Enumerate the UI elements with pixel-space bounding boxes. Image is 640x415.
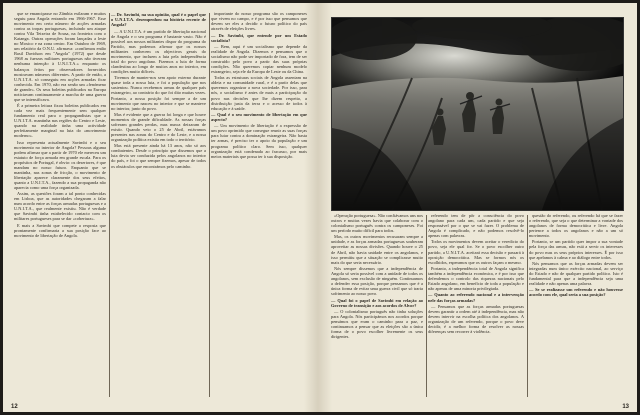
article-paragraph: Mas está presente ainda há 13 anos, não só aos combatentes. Desde o princípio que dissemos que a luta devia ser conduzida pelos angolanos no interior do país, e foi o que sempre fizemos, apesar de todos os obstáculos que encontrámos pelo caminho. — [111, 143, 206, 169]
article-paragraph: Todos os movimentos devem aceitar o veredicto do povo, seja ele qual for. Se o povo escolher outro partido, a U.N.I.T.A. aceitará essa decisão e passará à oposição democrática. Mas se formos nós os escolhidos, esperamos que os outros façam o mesmo. — [428, 239, 524, 265]
interview-question: — Qual é o seu movimento de libertação em que aspecto? — [211, 112, 307, 123]
interview-question: — Se se realizasse um referendo e não houvesse acordo com ele, qual seria a sua posição? — [529, 287, 623, 298]
article-paragraph: — Um movimento de libertação é a expressão de um povo oprimido que consegue reunir as suas forças para lutar contra a dominação estrangeira. Não basta ter armas, é preciso ter o apoio da população e um programa político claro. Sem isso, qualquer organização está condenada ao fracasso, por mais meios materiais que possa ter à sua disposição. — [211, 123, 307, 159]
page-number-left: 12 — [11, 404, 18, 410]
article-paragraph: Tivemos de manter-nos sem apoio externo durante quase toda a nossa luta, e foi a população que nos sustentou. Nunca recebemos armas de qualquer país estrangeiro, ao contrário do que foi dito muitas vezes. Portanto, a nossa posição foi sempre a de um movimento que nasceu no interior e que se manteve no interior, junto do povo. — [111, 75, 206, 111]
right-page-column-1 — [331, 213, 423, 399]
guerrilla-photo — [331, 17, 624, 211]
article-paragraph: — Bem, aqui é um socialismo que depende da realidade de Angola. Dizemos e pensamos que o socialismo não pode ser importado de fora, tem de ser construído pelo povo a partir das suas próprias condições. Não queremos copiar nenhum modelo estrangeiro, seja ele da Europa de Leste ou da China. — [211, 43, 307, 75]
article-paragraph: Nós sempre dissemos que a independência de Angola só seria possível com a unidade de todos os angolanos, sem exclusão de ninguém. Continuamos a defender essa posição, porque pensamos que é a única forma de evitar uma guerra civil que só traria sofrimento ao nosso povo. — [331, 265, 423, 297]
column-divider — [527, 215, 528, 397]
article-paragraph: Nós pensamos que as forças armadas devem ser integradas num único exército nacional, ao serviço do Estado e não de qualquer partido político. Isto é fundamental para que a independência seja uma realidade e não apenas uma palavra. — [529, 260, 623, 286]
left-page — [3, 3, 318, 412]
left-page-column-2 — [111, 11, 206, 399]
article-paragraph: Portanto, a independência total de Angola significa também a independência económica, e é por isso que defendemos o controlo das riquezas nacionais pelo Estado angolano, em benefício de toda a população e não apenas de uma minoria privilegiada. — [428, 265, 524, 292]
article-paragraph: É a primeira leitura fixou boletins publicados em cada vez mais frequentemente sem qualquer fundamento real para o propagandistas que a U.N.I.T.A. mantinha nas regiões do Centro e Leste, quando na realidade tinha uma actividade perfeitamente marginal na luta do «movimento moderno». — [14, 103, 106, 139]
left-page-column-1 — [14, 11, 106, 399]
article-paragraph: importante do nosso programa são os camponeses que vivem no campo, e é por isso que pensamos que devem ser eles a decidir o futuro político do país através de eleições livres. — [211, 11, 307, 32]
interview-question: — Qual foi o papel de Savimbi em relação ao Governo de transição e aos acordos de Alvor? — [331, 297, 423, 308]
column-divider — [109, 13, 110, 397]
article-paragraph: referendo tem de pôr a consciência do povo angolano para cada um, cada partido e que seja responsável por o que se vai fazer. O problema de Angola é complicado, e não podemos resolvê-lo apenas com palavras. — [428, 213, 524, 239]
magazine-spread — [3, 3, 637, 412]
article-paragraph: Portanto, se um partido quer impor a sua vontade pela força das armas, não está a servir os interesses do povo mas os seus próprios interesses. É por isso que apelamos à calma e ao diálogo entre todos. — [529, 239, 623, 260]
article-paragraph: «Operação portuguesa». Não confiávamos uns nos outros e muitas vezes havia que colaborar com o colonialismo português contra os camponeses. Foi um período muito difícil para todos. — [331, 213, 423, 234]
photo-image — [332, 18, 623, 210]
article-paragraph: Mas é evidente que a guerra foi longa e que houve momentos de grande dificuldade. As nossas forças sofreram grandes perdas, mas nunca deixaram de existir. Quando veio o 25 de Abril, estávamos presentes nas zonas do Centro e do Leste, e a nossa organização política existia em todo o território. — [111, 111, 206, 143]
article-paragraph: Isso representa actualmente Savimbi e o seu movimento no interior de Angola? Pessoas alguma podem afirmar que a partir de 1970 ele mereceu um estatuto de força armada em grande escala. Para os propósitos de Portugal, é obvio: os desertores, é que mandam no nosso futuro. Enquanto que se mantinha, nas zonas de fricção, o movimento de libertação aparece claramente dos seus efeitos, quanto a U.N.I.T.A., fazendo a sua propaganda não aparecia como uma força organizada. — [14, 139, 106, 190]
article-paragraph: — Pensamos que as forças armadas portuguesas devem garantir a ordem até à independência, mas não devem intervir na escolha política dos angolanos. A organização de um referendo, porque o povo deve decidir, é a melhor forma de resolver as nossas diferenças sem recorrer à violência. — [428, 303, 524, 334]
right-page-column-3 — [529, 213, 623, 399]
article-paragraph: Mas, os outros movimentos recusaram sempre a unidade, e as forças armadas portuguesas souberam aproveitar as nossas divisões. Quando houve o 25 de Abril, não havia unidade entre os angolanos, e isso permitiu que a situação se complicasse muito mais do que seria necessário. — [331, 234, 423, 265]
left-page-column-3 — [211, 11, 307, 399]
article-paragraph: E mais a Savimbi que compete a resposta que prontamente confirmaria a sua posição face ao movimento de libertação de Angola. — [14, 222, 106, 238]
article-paragraph: Todas as estruturas sociais de Angola assentam na aldeia e na comunidade rural, e é a partir delas que queremos organizar a nova sociedade. Por isso, para nós, o socialismo é antes de mais a participação do povo nas decisões que lhe dizem respeito, a distribuição justa da terra e o acesso de todos à educação e à saúde. — [211, 75, 307, 111]
interview-question: — Quanto ao referendo nacional e a intervenção nele das forças armadas? — [428, 292, 524, 303]
column-divider — [426, 215, 427, 397]
right-page — [318, 3, 637, 412]
interview-question: — Dr. Savimbi, que entende por um Estado socialista? — [211, 32, 307, 43]
article-paragraph: — A U.N.I.T.A. é um partido de libertação nacional de Angola e o seu programa é bastante vasto. Não é possível aos nossos militantes dispor do programa do Partido, mas podemos afirmar que os nossos militantes conhecem os objectivos gerais do movimento, que incluem a luta pela independência total do povo angolano. Fizemos a luta de forma clandestina ao longo de muitos anos no interior, em condições muito difíceis. — [111, 28, 206, 75]
column-divider — [209, 13, 210, 397]
interview-question: — Dr. Savimbi, na sua opinião, qual é o papel que o U.N.I.T.A. desempenhou na história recente de Angola? — [111, 12, 206, 28]
article-paragraph: — O colonialismo português não tinha soluções para Angola. Nós participámos nos acordos porque pensámos que eram o caminho para a paz, e continuamos a pensar que as eleições são a única forma de o povo escolher livremente os seus dirigentes. — [331, 308, 423, 340]
page-number-right: 13 — [622, 404, 629, 410]
article-paragraph: Assim, as questões foram a tal ponto conhecidas em Lisboa, que as autoridades chegaram a falar num acordo entre as forças armadas portuguesas e a U.N.I.T.A., que realmente existiu. Não é verdade que Savimbi tinha estabelecido contacto com os militares portugueses para se dar «cobertura». — [14, 191, 106, 222]
article-paragraph: questão do referendo, ou referendo há que se fazer o referendo, que seja o que determinar a vontade dos angolanos de forma democrática e livre. Angola pertence a todos os angolanos e não a um só movimento. — [529, 213, 623, 239]
article-paragraph: que se emancipasse no Zâmbia exilaram e muitos seguiu para Angola entrando em 1966-1967. Esse movimento em certo número de acções armadas contra as tropas portuguesas, incluindo um ataque contra Vila Teixeira de Sousa, na fronteira com o Katanga. Outras operações foram lançadas a leste no Moxico e na zona centro. Em Outubro de 1969, um relatório da O.N.U. afirmava: «confirmou então Basil Davidson em "Angola" (1972) que desde 1968 as fuerzas militares portuguesas não tiveram nenhuma intenção à U.N.I.T.A.» enquanto os balanços feitos por observadores fornecidos mostravam números diferentes. A partir de então, a U.N.I.T.A. só conseguiu em acções armadas ficar conhecida. Em 1970, não era senão um «fenómeno de grande». Os seus boletins publicados na Europa noticiavam continuamente a marcha de uma guerra que se intensificava. — [14, 11, 106, 102]
right-page-column-2 — [428, 213, 524, 399]
